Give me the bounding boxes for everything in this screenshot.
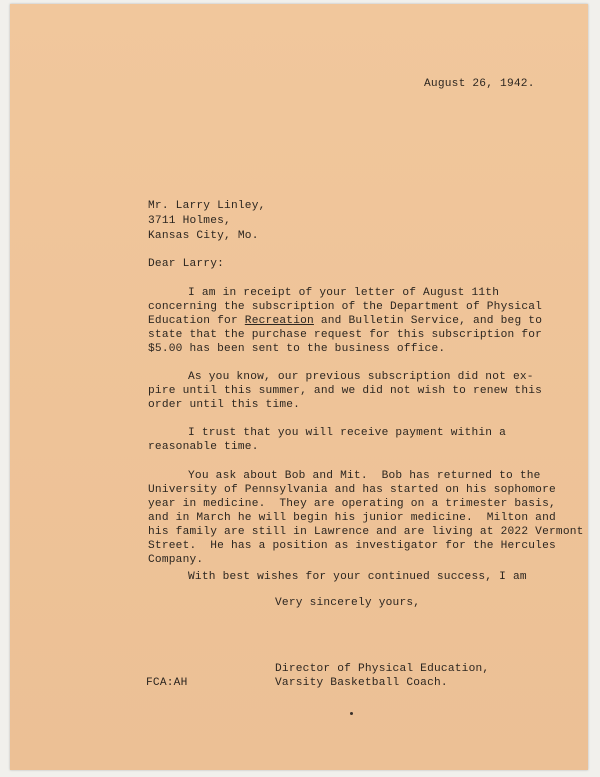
p1-text-b: and	[313, 315, 349, 327]
paragraph-2-line-1: As you know, our previous subscription did not ex-	[188, 371, 534, 383]
publication-recreation: Recreation	[244, 315, 314, 327]
paper-speck	[350, 712, 353, 715]
paragraph-4-line-4: and in March he will begin his junior medicine. Milton and	[148, 512, 556, 524]
complimentary-close: Very sincerely yours,	[275, 597, 421, 609]
paragraph-2-line-3: order until this time.	[148, 399, 301, 411]
letter-page	[10, 4, 588, 770]
recipient-name: Mr. Larry Linley,	[148, 200, 266, 212]
p1-text-c: , and beg to	[459, 315, 543, 327]
paragraph-4-line-1: You ask about Bob and Mit. Bob has returned to the	[188, 470, 541, 482]
signature-title-1: Director of Physical Education,	[275, 663, 490, 675]
paragraph-1-line-1: I am in receipt of your letter of August 11th	[188, 287, 500, 299]
paragraph-2-line-2: pire until this summer, and we did not wish to renew this	[148, 385, 543, 397]
publication-bulletin-service: Bulletin Service	[348, 315, 460, 327]
recipient-city: Kansas City, Mo.	[148, 230, 259, 242]
paragraph-4-line-7: Company.	[148, 554, 204, 566]
paragraph-3-line-1: I trust that you will receive payment within a	[188, 427, 507, 439]
letter-date: August 26, 1942.	[424, 78, 535, 90]
paragraph-4-line-6: Street. He has a position as investigator for the Hercules	[148, 540, 556, 552]
paragraph-3-line-2: reasonable time.	[148, 441, 259, 453]
closing-line: With best wishes for your continued success, I am	[188, 571, 527, 583]
paragraph-1-line-2: concerning the subscription of the Department of Physical	[148, 301, 543, 313]
paragraph-1-line-5: $5.00 has been sent to the business office.	[148, 343, 446, 355]
p1-text-a: Education for	[148, 315, 245, 327]
recipient-street: 3711 Holmes,	[148, 215, 231, 227]
paragraph-1-line-3	[148, 314, 542, 328]
paragraph-1-line-4: state that the purchase request for this subscription for	[148, 329, 543, 341]
signature-title-2: Varsity Basketball Coach.	[275, 677, 448, 689]
paragraph-4-line-2: University of Pennsylvania and has started on his sophomore	[148, 484, 556, 496]
reference-initials: FCA:AH	[146, 677, 188, 689]
paragraph-4-line-3: year in medicine. They are operating on a trimester basis,	[148, 498, 556, 510]
salutation: Dear Larry:	[148, 258, 225, 270]
paragraph-4-line-5: his family are still in Lawrence and are living at 2022 Vermont	[148, 526, 584, 538]
